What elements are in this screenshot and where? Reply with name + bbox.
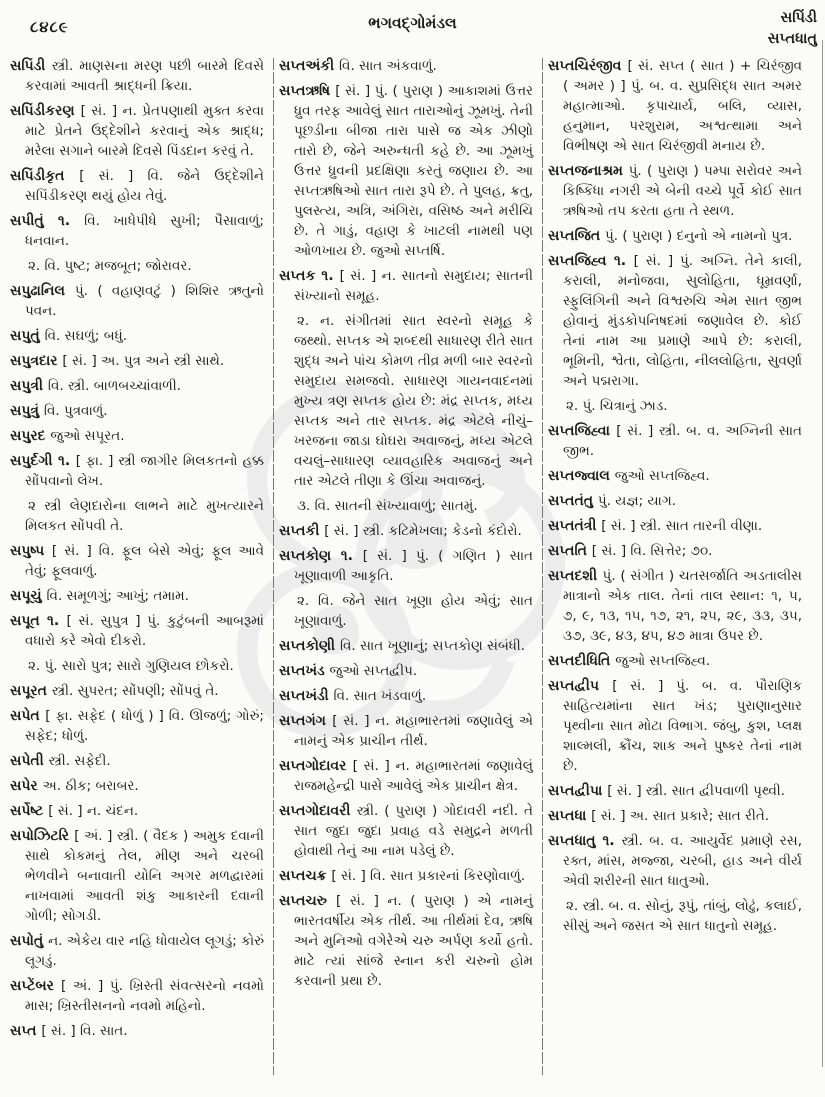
dictionary-entry: સપ્તજિહ્વા [ સં. ] સ્ત્રી. બ. વ. અગ્નિની સાત જીભ. (548, 423, 802, 459)
dictionary-entry: સપ્ત [ સં. ] વિ. સાત. (10, 1023, 128, 1039)
headword: સર્પેષ્ટ (10, 803, 49, 819)
headword: સપૂત ૧. (10, 613, 67, 629)
dictionary-columns (8, 56, 820, 1089)
headword: સપ્તગોદાવર (279, 758, 353, 774)
page-number: ૮૪૮૯ (30, 18, 69, 36)
headword: સપ્તખંડી (279, 688, 334, 704)
headword: સપ્ત (10, 1023, 42, 1039)
headword: સપૂરત (10, 683, 52, 699)
headword: સપૂચું (10, 588, 47, 604)
headword: સપોતું (10, 933, 49, 949)
scan-edge-line (822, 40, 823, 1067)
headword: સપુષ્પ (10, 543, 52, 559)
dictionary-entry: સપ્તગોદાવર [ સં. ] ન. મહાભારતમાં જણાવેલું રાજમહેન્દ્રી પાસે આવેલું એક પ્રાચીન ક્ષેત્ર. (279, 758, 533, 794)
dictionary-entry: સપ્તકોણ ૧. [ સં. ] પું. ( ગણિત ) સાત ખૂણાવાળી આકૃતિ. (279, 548, 533, 584)
dictionary-entry: સપ્તચરુ [ સં. ] ન. ( પુરાણ ) એ નામનું ભારતવર્ષીય એક તીર્થ. આ તીર્થમાં દેવ, ઋષિ અને મુનિઓ વગેરેએ ચરુ અર્પણ કર્યો હતો. માટે ત્યાં સાંજે સ્નાન કરી ચરુનો હોમ કરવાની પ્રથા છે. (279, 893, 533, 989)
dictionary-entry: સપ્તચિરંજીવ [ સં. સપ્ત ( સાત ) + ચિરંજીવ ( અમર ) ] પું. બ. વ. સુપ્રસિદ્ધ સાત અમર મહાત્માઓ. કૃપાચાર્ય, બલિ, વ્યાસ, હનુમાન, પરશુરામ, અશ્વત્થામા અને વિભીષણ એ સાત ચિરંજીવી મનાય છે. (548, 58, 802, 154)
headword: સપુત્રદાર (10, 353, 63, 369)
dictionary-entry: સપ્તજિહ્વ ૧. [ સં. ] પું. અગ્નિ. તેને કાલી, કરાલી, મનોજવા, સુલોહિતા, ધૂમ્રવર્ણા, સ્ફુલિંગિની અને વિશ્વરુચિ એમ સાત જીભ હોવાનું મુંડકોપનિષદમાં જણાવેલ છે. કોઈ તેનાં નામ આ પ્રમાણે આપે છે: કરાલી, ભૂમિની, શ્વેતા, લોહિતા, નીલલોહિતા, સુવર્ણા અને પદ્મરાગા. (548, 253, 803, 389)
headword: સપ્તજનાશ્રમ (548, 163, 629, 179)
dictionary-entry: સપેર અ. ઠીક; બરાબર. (10, 778, 139, 794)
entry-sense: ૩. વિ. સાતની સંખ્યાવાળું; સાતમું. (297, 498, 478, 514)
dictionary-entry: સપ્તદ્વીપ [ સં. ] પું. બ. વ. પૌરાણિક સાહિત્યમાંના સાત ખંડ; પુરાણાનુસાર પૃથ્વીના સાત મોટા વિભાગ. જંબુ, કુશ, પ્લક્ષ શાલ્મલી, ક્રૌંચ, શાક અને પુષ્કર તેનાં નામ છે. (548, 678, 802, 774)
headword: સપુરદ (10, 428, 51, 444)
headword: સપ્તદીધિતિ (548, 653, 616, 669)
entry-sense: ૨. પું. સારો પુત્ર; સારો ગુણિયલ છોકરો. (28, 658, 234, 674)
dictionary-entry: સપોઝિટરિ [ અં. ] સ્ત્રી. ( વૈદક ) અમુક દવાની સાથે કોકમનું તેલ, મીણ અને ચરબી ભેળવીને બનાવાતી યોનિ અગર મળદ્વારમાં નાખવામાં આવતી શંકુ આકારની દવાની ગોળી; સોગડી. (10, 828, 265, 924)
headword: સપ્તકોણ ૧. (279, 548, 363, 564)
headword: સપ્તતંતુ (548, 493, 598, 509)
dictionary-entry: સપ્તજનાશ્રમ પું. ( પુરાણ ) પમ્પા સરોવર અને કિષ્કિંધા નગરી એ બેની વચ્ચે પૂર્વે કોઈ સાત ઋષિઓ તપ કરતા હતા તે સ્થળ. (548, 163, 802, 219)
dictionary-entry: સપેત [ ફા. સફેદ ( ધોળું ) ] વિ. ઊજળું; ગોરું; સફેદ; ધોળું. (10, 708, 264, 744)
book-title: ભગવદ્ગોમંડલ (368, 14, 457, 32)
guide-word-last: સપ્તધાતુ (767, 31, 817, 47)
headword: સપ્તજિત (548, 228, 606, 244)
entry-sense: ૨. વિ. જેને સાત ખૂણા હોય એવું; સાત ખૂણાવાળું. (294, 593, 533, 629)
headword: સપ્તતિ (548, 543, 592, 559)
guide-words (768, 8, 817, 50)
entry-sense: ૨. સ્ત્રી. બ. વ. સોનું, રૂપું, તાંબું, લોઢું, કલાઈ, સીસું અને જસત એ સાત ધાતુનો સમૂહ. (563, 898, 802, 934)
dictionary-entry: સપ્તતંત્રી [ સં. ] સ્ત્રી. સાત તારની વીણા. (548, 518, 763, 534)
headword: સપ્તઅંકી (279, 58, 339, 74)
dictionary-entry: સપ્તજ્વાલ જુઓ સપ્તજિહ્વ. (548, 468, 710, 484)
headword: સપ્તચિરંજીવ (548, 58, 628, 74)
dictionary-entry: સપ્તઋષિ [ સં. ] પું. ( પુરાણ ) આકાશમાં ઉત્તર ધ્રુવ તરફ આવેલું સાત તારાઓનું ઝૂમખું. તેની પૂછડીના બીજા તારા પાસે જ એક ઝીણો તારો છે, જેને અરુન્ધતી કહે છે. આ ઝૂમખું ઉત્તર ધ્રુવની પ્રદક્ષિણા કરતું જણાય છે. આ સપ્તઋષિઓ સાત તારા રૂપે છે. તે પુલહ, ક્રતુ, પુલસ્ત્ય, અત્રિ, અંગિરા, વસિષ્ઠ અને મરીચિ છે. તે ગાડું, વહાણ કે ખાટલી નામથી પણ ઓળખાય છે. જુઓ સપ્તર્ષિ. (279, 83, 533, 259)
headword: સપોઝિટરિ (10, 828, 75, 844)
headword: સપુત્રી (10, 378, 48, 394)
headword: સપ્તકી (279, 523, 325, 539)
page-header (0, 6, 825, 54)
headword: સપ્તગોદાવરી (279, 803, 357, 819)
headword: સપિંડીકૃત (10, 168, 80, 184)
headword: સપ્તદ્વીપા (548, 783, 608, 799)
dictionary-entry: સપ્તદશી પું. ( સંગીત ) ચતસર્જાતિ અડતાલીસ માત્રાનો એક તાલ. તેનાં તાલ સ્થાન: ૧, ૫, ૭, ૯, ૧૩, ૧૫, ૧૭, ૨૧, ૨૫, ૨૯, ૩૩, ૩૫, ૩૭, ૩૯, ૪૩, ૪૫, ૪૭ માત્રા ઉપર છે. (548, 568, 802, 644)
headword: સપ્તદ્વીપ (548, 678, 613, 694)
headword: સપેત (10, 708, 46, 724)
dictionary-entry: સપ્તખંડી વિ. સાત ખંડવાળું. (279, 688, 427, 704)
headword: સપીતું ૧. (10, 213, 85, 229)
headword: સપેતી (10, 753, 49, 769)
dictionary-entry: સપિંડીકરણ [ સં. ] ન. પ્રેતપણાથી મુક્ત કરવા માટે પ્રેતને ઉદ્દેશીને કરવાનું એક શ્રાદ્ધ; મરેલા સગાને બારમે દિવસે પિંડદાન કરવું તે. (10, 103, 265, 159)
dictionary-entry: સપુત્રી વિ. સ્ત્રી. બાળબચ્ચાંવાળી. (10, 378, 181, 394)
dictionary-entry: સપ્તતિ [ સં. ] વિ. સિત્તેર; ૭૦. (548, 543, 713, 559)
column-2 (277, 56, 539, 1089)
dictionary-entry: સપ્તચક્ર [ સં. ] વિ. સાત પ્રકારનાં કિરણોવાળું. (279, 868, 526, 884)
dictionary-entry: સપ્તઅંકી વિ. સાત અંકવાળું. (279, 58, 437, 74)
dictionary-entry: સપ્તકોણી વિ. સાત ખૂણાનું; સપ્તકોણ સંબંધી. (279, 638, 526, 654)
dictionary-entry: સપુઢાનિલ પું. ( વહાણવટું ) શિશિર ઋતુનો પવન. (10, 283, 264, 319)
headword: સપ્તજ્વાલ (548, 468, 615, 484)
dictionary-entry: સપુર્દગી ૧. [ ફા. ] સ્ત્રી જાગીર મિલકતનો હક્ક સોંપવાનો લેખ. (10, 453, 264, 489)
dictionary-entry: સપુત્રદાર [ સં. ] અ. પુત્ર અને સ્ત્રી સાથે. (10, 353, 225, 369)
headword: સપ્તચક્ર (279, 868, 332, 884)
dictionary-entry: સપ્તગોદાવરી સ્ત્રી. ( પુરાણ ) ગોદાવરી નદી. તે સાત જુદા જુદા પ્રવાહ વડે સમુદ્રને મળતી હોવાથી તેનું આ નામ પડેલું છે. (279, 803, 534, 859)
headword: સપ્તગંગ (279, 713, 333, 729)
dictionary-entry: સપોતું ન. એકેય વાર નહિ ધોવાયેલ લૂગડું; કોરું લૂગડું. (10, 933, 264, 969)
entry-sense: ૨. વિ. પુષ્ટ; મજબૂત; જોરાવર. (28, 258, 192, 274)
headword: સપ્તજિહ્વા (548, 423, 617, 439)
dictionary-entry: સપ્તતંતુ પું. યજ્ઞ; યાગ. (548, 493, 677, 509)
dictionary-entry: સપૂચું વિ. સમૂળગું; આખું; તમામ. (10, 588, 189, 604)
dictionary-entry: સપ્તદીધિતિ જુઓ સપ્તજિહ્વ. (548, 653, 711, 669)
headword: સપેર (10, 778, 43, 794)
dictionary-entry: સપૂરત સ્ત્રી. સુપરત; સોંપણી; સોંપવું તે. (10, 683, 219, 699)
column-divider-2 (542, 58, 543, 1075)
entry-sense: ૨ સ્ત્રી લેણદારોના લાભને માટે મુખત્યારને મિલકત સોંપવી તે. (25, 498, 264, 534)
dictionary-entry: સપુત્રું વિ. પુત્રવાળું. (10, 403, 108, 419)
dictionary-entry: સપેતી સ્ત્રી. સફેદી. (10, 753, 111, 769)
dictionary-entry: સપિંડી સ્ત્રી. માણસના મરણ પછી બારમે દિવસે કરવામાં આવતી શ્રાદ્ધની ક્રિયા. (10, 58, 265, 94)
column-1 (8, 56, 270, 1089)
dictionary-entry: સપૂત ૧. [ સં. સુપુત્ર ] પું. કુટુંબની આબરૂમાં વધારો કરે એવો દીકરો. (10, 613, 264, 649)
dictionary-entry: સપ્તધા [ સં. ] અ. સાત પ્રકારે; સાત રીતે. (548, 808, 770, 824)
guide-word-first: સપિંડી (780, 10, 817, 26)
headword: સપ્તખંડ (279, 663, 330, 679)
headword: સપ્તચરુ (279, 893, 337, 909)
dictionary-entry: સપ્તખંડ જુઓ સપ્તદ્વીપ. (279, 663, 418, 679)
headword: સપ્તકોણી (279, 638, 340, 654)
column-divider-1 (273, 58, 274, 1075)
headword: સપુત્રું (10, 403, 44, 419)
dictionary-entry: સપુષ્પ [ સં. ] વિ. ફૂલ બેસે એવું; ફૂલ આવે તેવું; ફૂલવાળું. (10, 543, 264, 579)
headword: સપિંડી (10, 58, 52, 74)
dictionary-entry: સર્પેષ્ટ [ સં. ] ન. ચંદન. (10, 803, 139, 819)
headword: સપ્તધાતુ ૧. (548, 833, 622, 849)
headword: સપ્તઋષિ (279, 83, 336, 99)
headword: સપિંડીકરણ (10, 103, 81, 119)
dictionary-entry: સપિંડીકૃત [ સં. ] વિ. જેને ઉદ્દેશીને સપિંડીકરણ થયું હોય તેવું. (10, 168, 264, 204)
dictionary-entry: સપ્તજિત પું. ( પુરાણ ) દનુનો એ નામનો પુત્ર. (548, 228, 793, 244)
dictionary-entry: સપ્ટેંબર [ અં. ] પું. ખ્રિસ્તી સંવત્સરનો નવમો માસ; ખ્રિસ્તીસનનો નવમો મહિનો. (10, 978, 264, 1014)
entry-sense: ૨. પું. ચિત્રાનું ઝાડ. (566, 398, 668, 414)
headword: સપ્તદશી (548, 568, 603, 584)
dictionary-entry: સપ્તધાતુ ૧. સ્ત્રી. બ. વ. આયુર્વેદ પ્રમાણે રસ, રક્ત, માંસ, મજ્જા, ચરબી, હાડ અને વીર્ય એવી શરીરની સાત ધાતુઓ. (548, 833, 802, 889)
column-3 (546, 56, 808, 1089)
dictionary-entry: સપુરદ જુઓ સપૂરત. (10, 428, 125, 444)
dictionary-entry: સપીતું ૧. વિ. ખાધેપીધે સુખી; પૈસાવાળું; ધનવાન. (10, 213, 264, 249)
entry-sense: ૨. ન. સંગીતમાં સાત સ્વરનો સમૂહ કે જથ્થો. સપ્તક એ શબ્દથી સાધારણ રીતે સાત શુદ્ધ અને પાંચ કોમળ તીવ્ર મળી બાર સ્વરનો સમુદાય સમજવો. સાધારણ ગાયનવાદનમાં મુખ્ય ત્રણ સપ્તક હોય છે: મંદ્ર સપ્તક, મધ્ય સપ્તક અને તાર સપ્તક. મંદ્ર એટલે નીચું–ખરજના જાડા ઘોઘરા અવાજનું, મધ્ય એટલે વચલું–સાધારણ વ્યાવહારિક અવાજનું અને તાર એટલે તીણા કે ઊંચા અવાજનું. (294, 313, 533, 489)
headword: સપુર્દગી ૧. (10, 453, 76, 469)
headword: સપ્તતંત્રી (548, 518, 602, 534)
dictionary-entry: સપ્તક ૧. [ સં. ] ન. સાતનો સમુદાય; સાતની સંખ્યાનો સમૂહ. (279, 268, 533, 304)
dictionary-entry: સપુતું વિ. સઘળું; બધું. (10, 328, 127, 344)
headword: સપ્તક ૧. (279, 268, 340, 284)
headword: સપ્તજિહ્વ ૧. (548, 253, 634, 269)
dictionary-entry: સપ્તદ્વીપા [ સં. ] સ્ત્રી. સાત દ્વીપવાળી પૃથ્વી. (548, 783, 786, 799)
headword: સપુતું (10, 328, 45, 344)
headword: સપુઢાનિલ (10, 283, 75, 299)
headword: સપ્ટેંબર (10, 978, 61, 994)
dictionary-entry: સપ્તકી [ સં. ] સ્ત્રી. કટિમેખલા; કેડનો કંદોરો. (279, 523, 522, 539)
dictionary-entry: સપ્તગંગ [ સં. ] ન. મહાભારતમાં જણાવેલું એ નામનું એક પ્રાચીન તીર્થ. (279, 713, 533, 749)
headword: સપ્તધા (548, 808, 592, 824)
